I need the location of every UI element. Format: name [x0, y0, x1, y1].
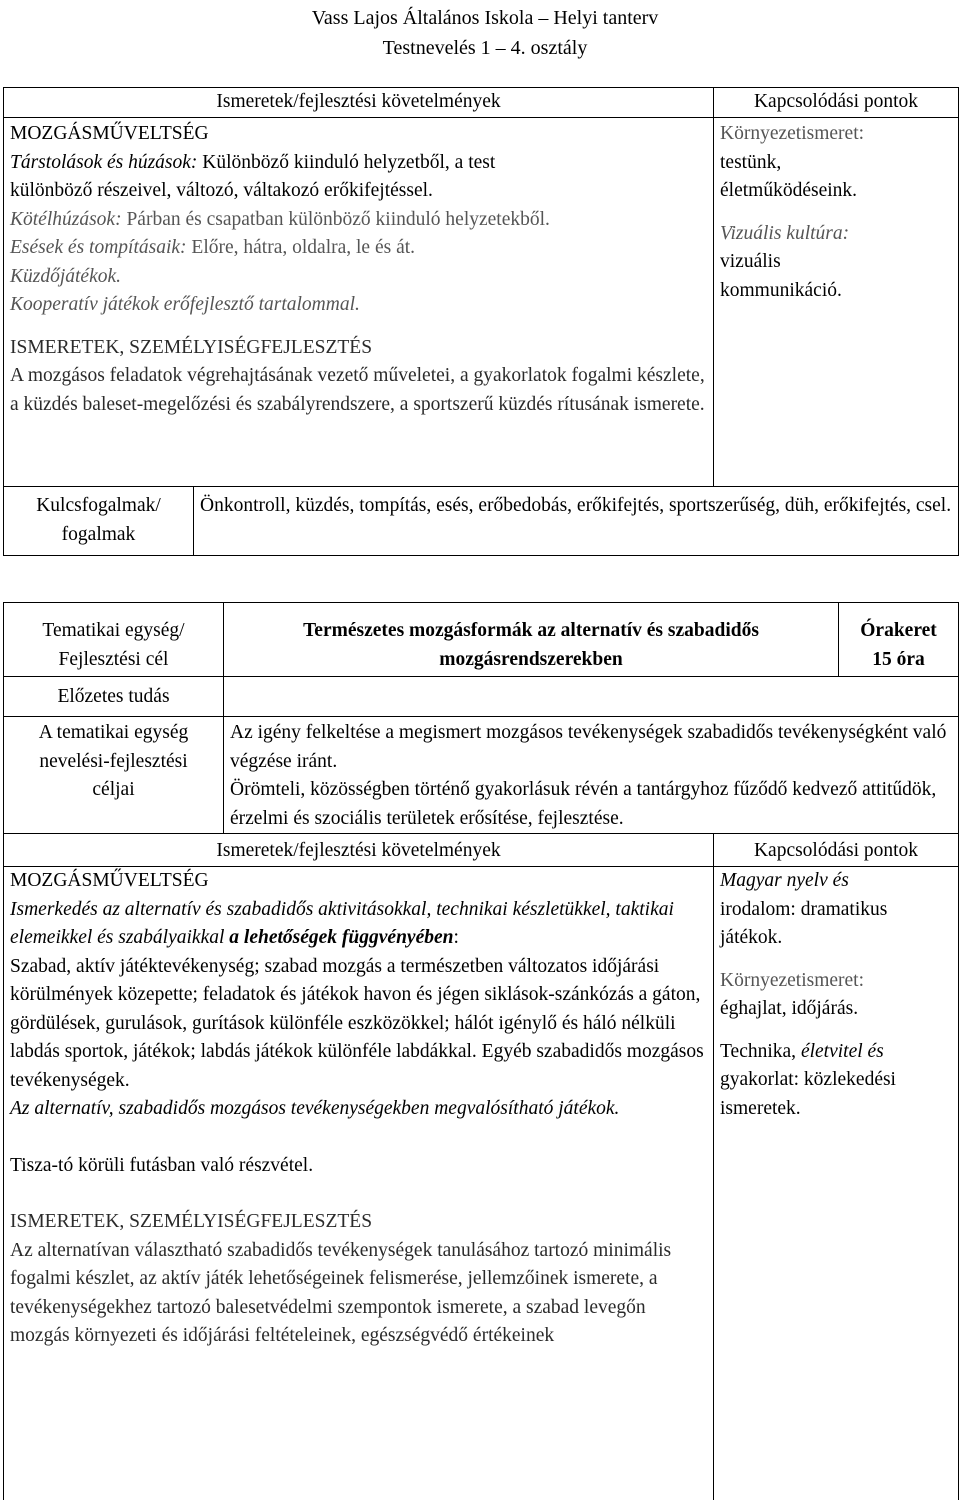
header-subject-line: Testnevelés 1 – 4. osztály — [382, 37, 588, 59]
key-concepts-text: Önkontroll, küzdés, tompítás, esés, erőbedobás, erőkifejtés, sportszerűség, düh, erőkifejtés, csel. — [194, 487, 959, 556]
requirement-item: Küzdőjátékok. — [10, 265, 122, 287]
requirements-cell — [4, 867, 714, 1500]
knowledge-text: Az alternatívan választható szabadidős tevékenységek tanulásához tartozó minimális fogalmi készlet, az aktív játék lehetőségeinek felismerése, jellemzőinek ismerete, a tevékenységekhez tartozó balesetvédelmi szempontok ismerete, a szabad levegőn mozgás környezeti és időjárási feltételeinek, egészségvédő értékeinek — [10, 1239, 672, 1346]
goals-label: A tematikai egység nevelési-fejlesztési céljai — [4, 717, 224, 834]
unit-label: Tematikai egység/ Fejlesztési cél — [4, 603, 224, 677]
connection-entry: Technika, életvitel és gyakorlat: közlekedési ismeretek. — [720, 1040, 896, 1119]
requirement-paragraph: Az alternatív, szabadidős mozgásos tevékenységekben megvalósítható játékok. — [10, 1098, 620, 1119]
section-title: MOZGÁSMŰVELTSÉG — [10, 123, 209, 144]
requirement-paragraph: Ismerkedés az alternatív és szabadidős aktivitásokkal, technikai készletükkel, taktikai elemeikkel és szabályaikkal a lehetőségek függvényében: — [10, 898, 674, 948]
goals-text: Az igény felkeltése a megismert mozgásos tevékenységek szabadidős tevékenységként való végzése iránt. Örömteli, közösségben történő gyakorlásuk révén a tantárgyhoz fűződő kedvező attitűdök, érzelmi és szociális területek erősítése, fejlesztése. — [224, 717, 959, 834]
curriculum-block-1 — [3, 87, 959, 556]
curriculum-block-2 — [3, 602, 959, 1500]
prior-knowledge-text — [224, 677, 959, 717]
requirements-cell — [4, 118, 714, 487]
connections-cell — [714, 118, 959, 487]
hours-cell — [839, 603, 959, 677]
unit-title: Természetes mozgásformák az alternatív és szabadidős mozgásrendszerekben — [224, 603, 839, 677]
knowledge-title: ISMERETEK, SZEMÉLYISÉGFEJLESZTÉS — [10, 1211, 373, 1232]
connection-subject: Környezetismeret: — [720, 123, 865, 144]
requirement-item: Esések és tompításaik: Előre, hátra, oldalra, le és át. — [10, 237, 416, 258]
column-heading-requirements: Ismeretek/fejlesztési követelmények — [4, 88, 714, 118]
prior-knowledge-label: Előzetes tudás — [4, 677, 224, 717]
column-heading-connections: Kapcsolódási pontok — [714, 88, 959, 118]
hours-label: Órakeret — [860, 620, 937, 641]
header-school-line: Vass Lajos Általános Iskola – Helyi tanterv — [311, 7, 659, 29]
knowledge-text: A mozgásos feladatok végrehajtásának vezető műveletei, a gyakorlatok fogalmi készlete, a küzdés baleset-megelőzési és szabályrendszere, a sportszerű küzdés rítusának ismerete. — [10, 365, 705, 415]
requirement-item: Társtolások és húzások: Különböző kiinduló helyzetből, a test — [10, 151, 496, 173]
requirement-paragraph: Szabad, aktív játéktevékenység; szabad mozgás a természetben változatos időjárási körülmények közepette; feladatok és játékok havon és jégen siklások-szánkózás a gáton, gördülések, gurulások, gurítások különféle eszközökkel; hálót igénylő és háló nélküli labdás sportok, játékok; labdás játékok különféle labdákkal. Egyéb szabadidős mozgásos tevékenységek. — [10, 955, 704, 1091]
column-heading-connections: Kapcsolódási pontok — [714, 834, 959, 867]
hours-value: 15 óra — [872, 648, 925, 670]
requirement-item: Kooperatív játékok erőfejlesztő tartalommal. — [10, 294, 360, 315]
requirement-item: Kötélhúzások: Párban és csapatban különböző kiinduló helyzetekből. — [10, 208, 550, 230]
connection-text: vizuális — [720, 251, 781, 272]
connection-entry: Környezetismeret: éghajlat, időjárás. — [720, 969, 865, 1019]
requirement-item: különböző részeivel, változó, váltakozó erőkifejtéssel. — [10, 180, 433, 201]
connection-text: testünk, — [720, 151, 782, 173]
knowledge-title: ISMERETEK, SZEMÉLYISÉGFEJLESZTÉS — [10, 336, 373, 358]
key-concepts-label: Kulcsfogalmak/ fogalmak — [4, 487, 194, 556]
column-heading-requirements: Ismeretek/fejlesztési követelmények — [4, 834, 714, 867]
section-title: MOZGÁSMŰVELTSÉG — [10, 870, 209, 891]
connection-subject: Vizuális kultúra: — [720, 222, 850, 244]
connection-text: életműködéseink. — [720, 180, 858, 201]
document-header — [0, 3, 960, 63]
connection-entry: Magyar nyelv és irodalom: dramatikus játékok. — [720, 870, 888, 948]
requirement-paragraph: Tisza-tó körüli futásban való részvétel. — [10, 1154, 314, 1176]
connections-cell — [714, 867, 959, 1500]
connection-text: kommunikáció. — [720, 279, 842, 301]
